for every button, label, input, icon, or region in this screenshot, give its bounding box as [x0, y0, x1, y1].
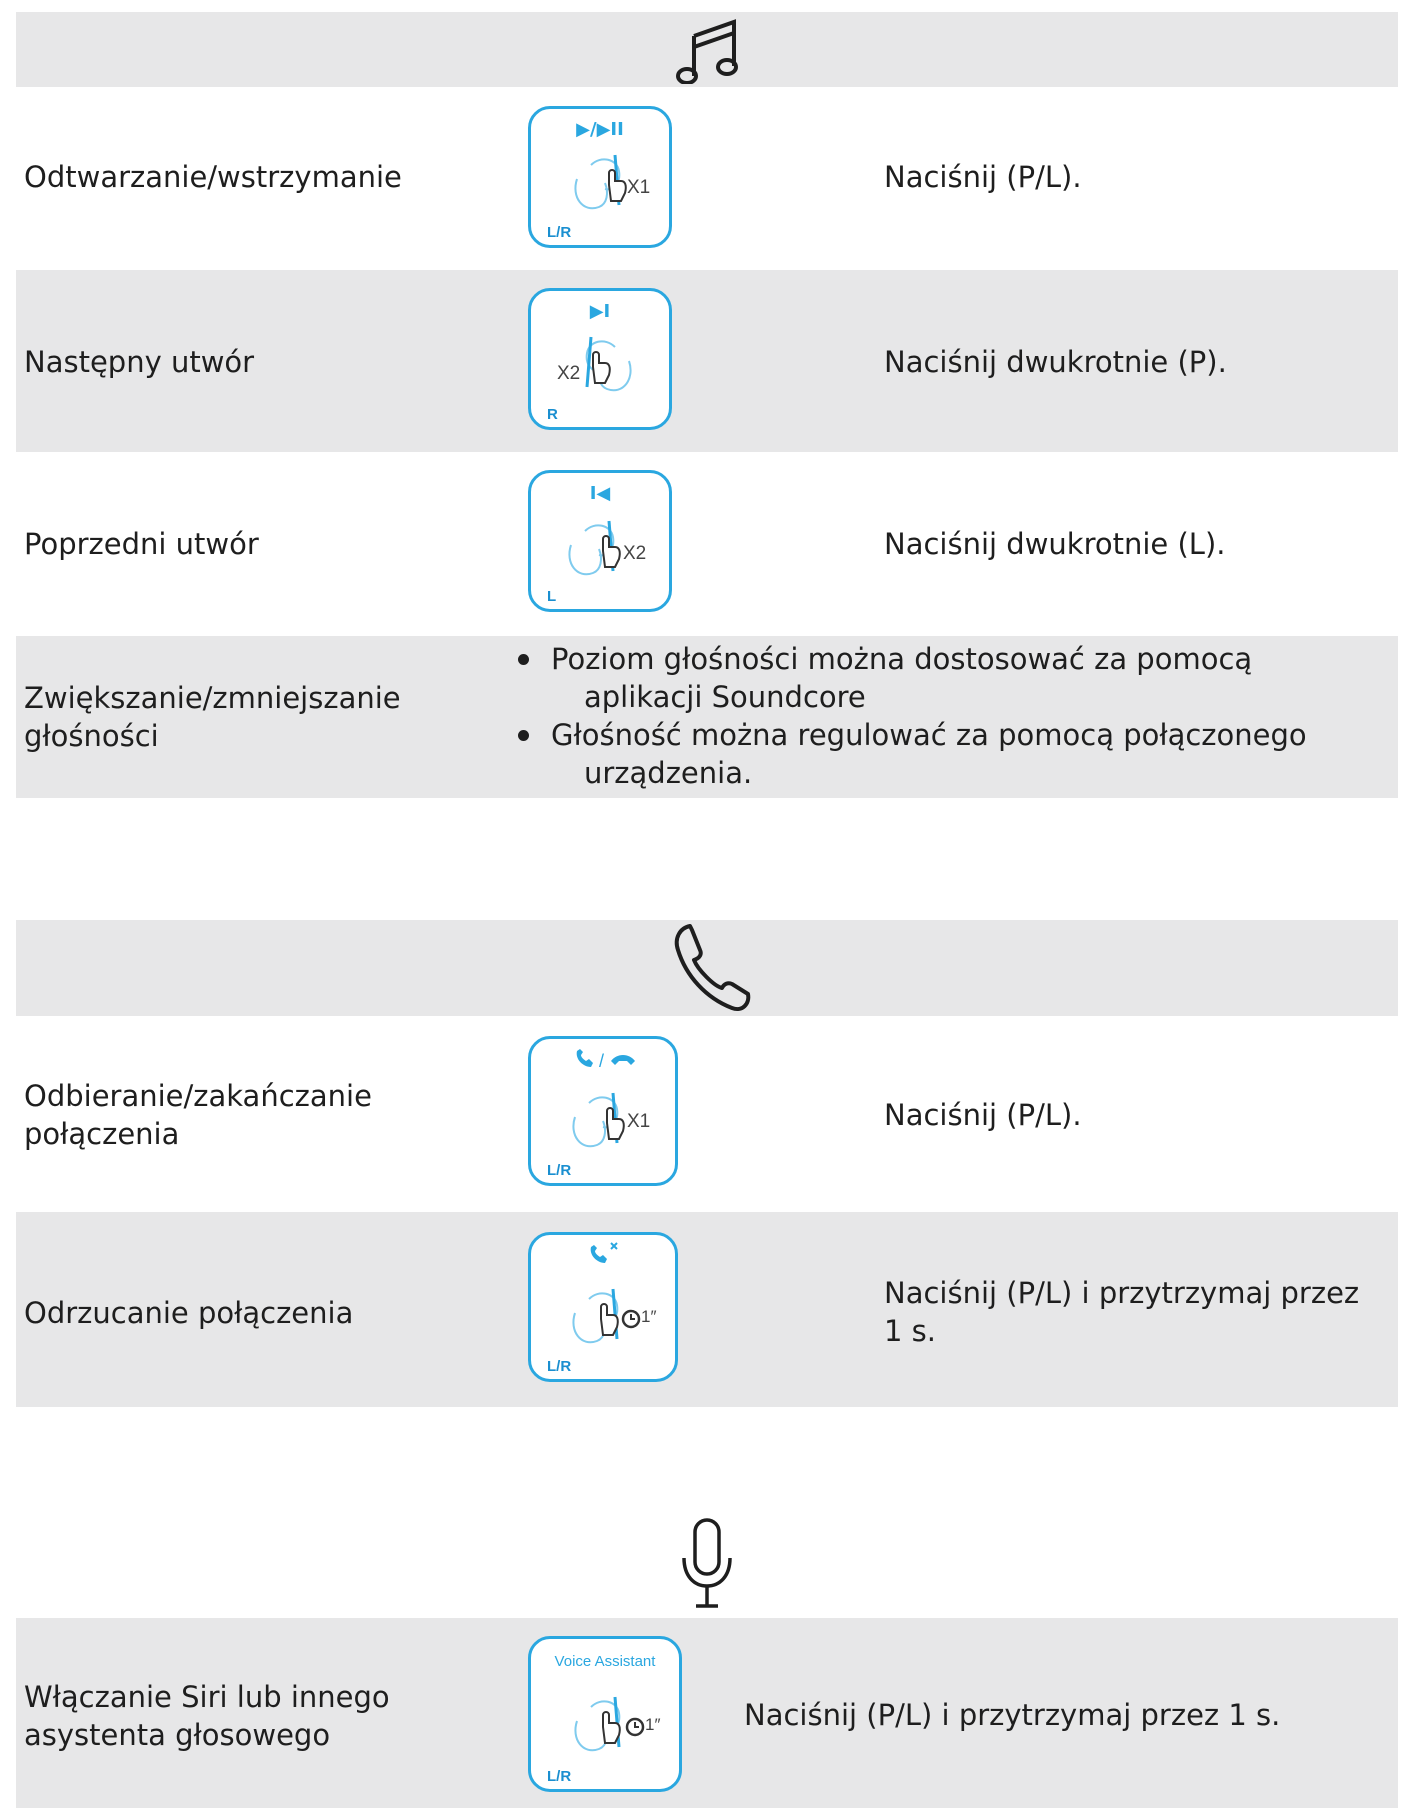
row-play-pause-desc: Naciśnij (P/L). [884, 160, 1082, 194]
previous-track-gesture-card [528, 470, 672, 612]
press-multiplier: X1 [627, 177, 651, 198]
side-indicator: L/R [547, 1358, 572, 1375]
side-indicator: L/R [547, 1768, 572, 1785]
previous-track-symbol: I◀ [589, 483, 611, 504]
row-next-track-label: Następny utwór [24, 345, 255, 379]
answer-end-gesture-card [528, 1036, 678, 1186]
voice-assistant-card-title: Voice Assistant [554, 1653, 656, 1670]
volume-bullet-1: Poziom głośności można dostosować za pomocą aplikacji Soundcore [518, 640, 1307, 716]
voice-assistant-gesture-card [528, 1636, 682, 1792]
row-next-track-desc: Naciśnij dwukrotnie (P). [884, 345, 1227, 379]
press-multiplier: X2 [623, 543, 647, 564]
press-multiplier: X1 [627, 1111, 651, 1132]
row-answer-end-desc: Naciśnij (P/L). [884, 1098, 1082, 1132]
side-indicator: L/R [547, 1162, 572, 1179]
next-track-gesture-card [528, 288, 672, 430]
row-previous-track-label: Poprzedni utwór [24, 527, 259, 561]
next-track-symbol: ▶I [589, 301, 611, 322]
hold-duration: 1″ [645, 1715, 661, 1734]
play-pause-gesture-card [528, 106, 672, 248]
row-volume-label: Zwiększanie/zmniejszanie głośności [24, 681, 401, 753]
svg-text:/: / [599, 1051, 605, 1071]
press-multiplier: X2 [557, 363, 581, 384]
play-pause-symbol: ▶/▶II [576, 119, 624, 140]
row-voice-assistant-desc: Naciśnij (P/L) i przytrzymaj przez 1 s. [744, 1698, 1281, 1732]
side-indicator: L/R [547, 224, 572, 241]
volume-bullets [518, 640, 1307, 792]
row-reject-call-desc: Naciśnij (P/L) i przytrzymaj przez 1 s. [884, 1276, 1360, 1348]
phone-icon [670, 920, 752, 1014]
volume-bullet-2: Głośność można regulować za pomocą połączonego urządzenia. [518, 716, 1307, 792]
side-indicator: L [547, 588, 557, 605]
hold-duration: 1″ [641, 1307, 657, 1326]
reject-call-gesture-card [528, 1232, 678, 1382]
row-reject-call-label: Odrzucanie połączenia [24, 1296, 354, 1330]
music-note-icon [676, 14, 742, 84]
microphone-icon [680, 1518, 734, 1610]
side-indicator: R [547, 406, 558, 423]
row-answer-end-label: Odbieranie/zakańczanie połączenia [24, 1079, 372, 1151]
row-previous-track-desc: Naciśnij dwukrotnie (L). [884, 527, 1226, 561]
row-voice-assistant-label: Włączanie Siri lub innego asystenta głosowego [24, 1680, 390, 1752]
row-play-pause-label: Odtwarzanie/wstrzymanie [24, 160, 402, 194]
